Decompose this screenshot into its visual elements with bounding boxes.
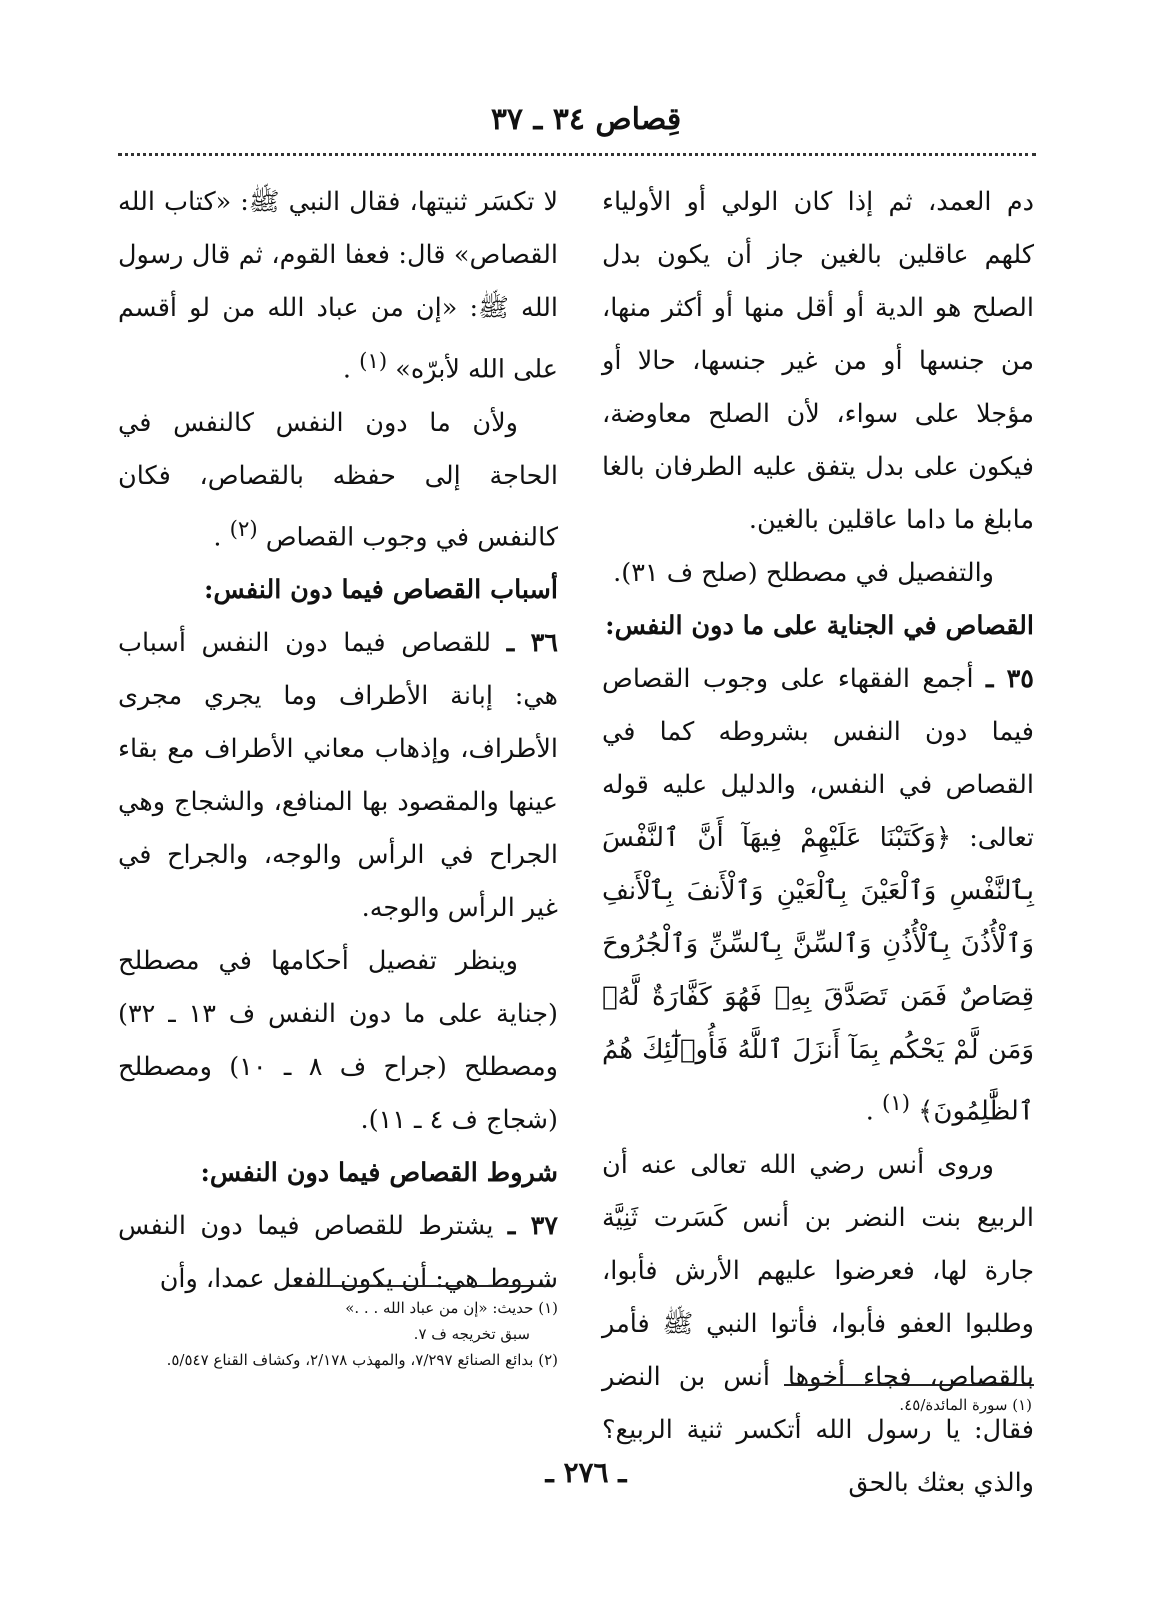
paragraph-number: ٣٦ ـ: [506, 628, 558, 658]
right-column: [602, 176, 1034, 1510]
footnote: (١) حديث: «إن من عباد الله . . .»: [345, 1299, 558, 1317]
paragraph-text: للقصاص فيما دون النفس أسباب هي: إبانة الأطراف وما يجري مجرى الأطراف، وإذهاب معاني الأطراف مع بقاء عينها والمقصود بها المنافع، والشجاج وهي الجراح في الرأس والوجه، والجراح في غير الرأس والوجه.: [118, 628, 558, 923]
page-header-title: قِصاص ٣٤ ـ ٣٧: [490, 102, 682, 137]
footnote-ref: (١): [359, 349, 388, 374]
footnote-ref: (١): [881, 1091, 910, 1116]
footnote-divider: [784, 1384, 1034, 1386]
paragraph-text: يشترط للقصاص فيما دون النفس شروط هي: أن يكون الفعل عمدا، وأن: [118, 1211, 558, 1294]
paragraph: [118, 176, 558, 397]
quran-verse: ﴿وَكَتَبْنَا عَلَيْهِمْ فِيهَآ أَنَّ ٱلنَّفْسَ بِٱلنَّفْسِ وَٱلْعَيْنَ بِٱلْعَيْنِ وَٱلْأَنفَ بِٱلْأَنفِ وَٱلْأُذُنَ بِٱلْأُذُنِ وَٱلسِّنَّ بِٱلسِّنِّ وَٱلْجُرُوحَ قِصَاصٌ فَمَن تَصَدَّقَ بِهِۦ فَهُوَ كَفَّارَةٌ لَّهُۥ وَمَن لَّمْ يَحْكُم بِمَآ أَنزَلَ ٱللَّهُ فَأُو۟لَٰٓئِكَ هُمُ ٱلظَّٰلِمُونَ﴾: [602, 823, 1034, 1127]
numbered-paragraph: [118, 617, 558, 935]
punctuation: .: [213, 522, 222, 552]
right-footnotes: [602, 1392, 1032, 1418]
punctuation: .: [342, 354, 351, 385]
paragraph-number: ٣٥ ـ: [985, 664, 1034, 694]
page-number: ـ ٢٧٦ ـ: [545, 1456, 627, 1489]
section-heading: شروط القصاص فيما دون النفس:: [200, 1158, 558, 1188]
numbered-paragraph: [118, 1200, 558, 1306]
paragraph-number: ٣٧ ـ: [507, 1211, 558, 1241]
paragraph: وروى أنس رضي الله تعالى عنه أن الربيع بنت النضر بن أنس كَسَرت ثَنِيَّة جارة لها، فعرضوا عليهم الأرش فأبوا، وطلبوا العفو فأبوا، فأتوا النبي ﷺ فأمر بالقصاص، فجاء أخوها أنس بن النضر فقال: يا رسول الله أتكسر ثنية الربيع؟ والذي بعثك بالحق: [602, 1149, 1034, 1498]
paragraph-text: أجمع الفقهاء على وجوب القصاص فيما دون النفس بشروطه كما في القصاص في النفس، والدليل عليه قوله تعالى:: [602, 664, 1034, 853]
footnote: سبق تخريجه ف ٧.: [413, 1325, 530, 1343]
paragraph-text: ولأن ما دون النفس كالنفس في الحاجة إلى حفظه بالقصاص، فكان كالنفس في وجوب القصاص: [118, 407, 558, 552]
footnote-ref: (٢): [229, 516, 258, 542]
section-heading: القصاص في الجناية على ما دون النفس:: [605, 611, 1034, 641]
paragraph: وينظر تفصيل أحكامها في مصطلح (جناية على ما دون النفس ف ١٣ ـ ٣٢) ومصطلح (جراح ف ٨ ـ ١٠) ومصطلح (شجاج ف ٤ ـ ١١).: [118, 946, 558, 1135]
footnote: (٢) بدائع الصنائع ٧/٢٩٧، والمهذب ٢/١٧٨، وكشاف القناع ٥/٥٤٧.: [166, 1351, 558, 1369]
punctuation: .: [865, 1096, 874, 1127]
footnote: (١) سورة المائدة/٤٥.: [899, 1396, 1032, 1414]
footnote-divider: [292, 1285, 550, 1287]
left-footnotes: [118, 1295, 558, 1373]
section-heading: أسباب القصاص فيما دون النفس:: [203, 575, 558, 605]
paragraph: [118, 397, 558, 565]
paragraph: والتفصيل في مصطلح (صلح ف ٣١).: [613, 558, 994, 588]
numbered-paragraph: [602, 653, 1034, 1139]
paragraph: دم العمد، ثم إذا كان الولي أو الأولياء كلهم عاقلين بالغين جاز أن يكون بدل الصلح هو الدية أو أقل منها أو أكثر منها، من جنسها أو من غير جنسها، حالا أو مؤجلا على سواء، لأن الصلح معاوضة، فيكون على بدل يتفق عليه الطرفان بالغا مابلغ ما داما عاقلين بالغين.: [602, 187, 1034, 535]
left-column: [118, 176, 558, 1306]
header-dotted-rule: [118, 153, 1036, 156]
paragraph-text: لا تكسَر ثنيتها، فقال النبي ﷺ: «كتاب الله القصاص» قال: فعفا القوم، ثم قال رسول الله ﷺ: «إن من عباد الله من لو أقسم على الله لأبرّه»: [118, 187, 558, 385]
